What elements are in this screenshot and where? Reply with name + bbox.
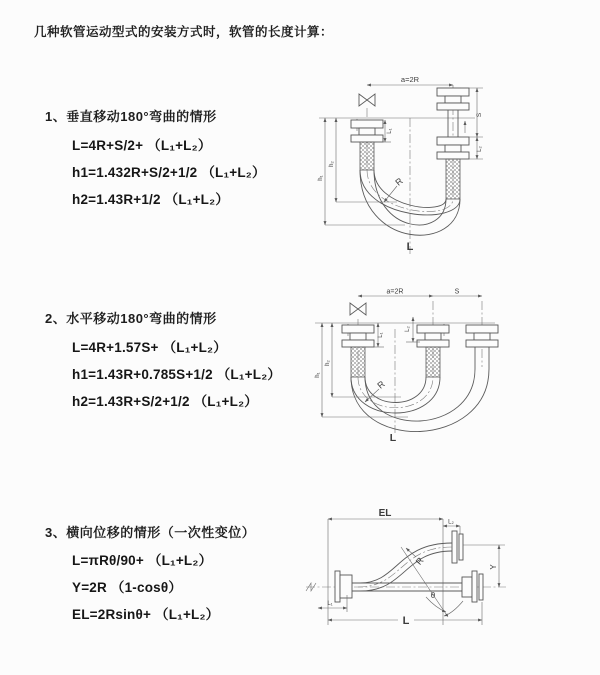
- section-3-formula-Y: Y=2R （1-cosθ）: [72, 580, 183, 595]
- dim-label-s: S: [454, 288, 460, 296]
- dim-label-l1: L₁: [327, 601, 333, 607]
- radius-leader: [384, 175, 405, 202]
- dim-label-a2r: a=2R: [386, 288, 404, 296]
- dim-label-h2: h₂: [329, 161, 335, 167]
- section-2-formula-h1: h1=1.43R+0.785S+1/2 （L₁+L₂）: [72, 367, 282, 382]
- dim-label-h1: h₁: [318, 175, 324, 181]
- diagram-horizontal-180-bend: [303, 283, 600, 463]
- dim-label-h1: h₁: [315, 372, 321, 378]
- valve-icon: [359, 94, 375, 106]
- right-flange-original: [462, 571, 483, 602]
- centerlines: [367, 90, 453, 254]
- diagram-vertical-180-bend: [305, 68, 590, 260]
- length-label: L: [389, 432, 397, 444]
- angle-label: θ: [430, 591, 436, 600]
- dim-label-l2: L₂: [477, 146, 483, 152]
- right-flange-assembly: [437, 88, 469, 199]
- section-1-formula-h1: h1=1.432R+S/2+1/2 （L₁+L₂）: [72, 165, 266, 180]
- dimension-el: [328, 508, 443, 625]
- braided-hose-section: [360, 142, 374, 170]
- dimension-s: [433, 289, 482, 297]
- curved-hose-displaced: [358, 543, 452, 591]
- left-flange-assembly: [351, 120, 383, 170]
- dim-label-l1: L₁: [378, 332, 384, 338]
- dim-label-l2: L₂: [448, 519, 454, 526]
- dimension-l2: [443, 520, 460, 535]
- left-flange-assembly: [342, 325, 374, 377]
- dim-label-a2r: a=2R: [400, 75, 420, 84]
- section-2-heading: 2、水平移动180°弯曲的情形: [45, 311, 217, 326]
- length-label: L: [406, 241, 414, 253]
- radius-label: R: [375, 378, 387, 391]
- radius-label: R: [393, 175, 405, 188]
- dim-label-l: L: [402, 615, 410, 627]
- valve-icon: [350, 303, 366, 315]
- centerlines: [358, 301, 482, 433]
- left-flange: [335, 571, 352, 602]
- hose-curves: [351, 369, 489, 432]
- section-2-formula-L: L=4R+1.57S+ （L₁+L₂）: [72, 340, 227, 355]
- dimension-a2r: [358, 289, 433, 297]
- radius-label: R: [413, 555, 426, 567]
- dim-label-el: EL: [378, 508, 392, 519]
- section-1-formula-L: L=4R+S/2+ （L₁+L₂）: [72, 138, 212, 153]
- moved-flange: [452, 531, 463, 563]
- dim-label-y: Y: [489, 564, 498, 570]
- diagram-lateral-displacement: [300, 505, 600, 657]
- dim-label-l2: L₂: [405, 326, 411, 332]
- dim-label-h2: h₂: [325, 360, 331, 366]
- dim-label-s: S: [476, 112, 483, 118]
- dim-label-l1: L₁: [387, 128, 393, 134]
- middle-flange-assembly: [417, 325, 449, 377]
- section-3-formula-EL: EL=2Rsinθ+ （L₁+L₂）: [72, 607, 220, 622]
- section-2-formula-h2: h2=1.43R+S/2+1/2 （L₁+L₂）: [72, 394, 258, 409]
- section-3-formula-L: L=πRθ/90+ （L₁+L₂）: [72, 553, 213, 568]
- section-1-heading: 1、垂直移动180°弯曲的情形: [45, 109, 217, 124]
- braided-hose-section: [446, 159, 460, 199]
- section-3-heading: 3、横向位移的情形（一次性变位）: [45, 525, 256, 540]
- page-title: 几种软管运动型式的安装方式时，软管的长度计算：: [34, 25, 334, 39]
- section-1-formula-h2: h2=1.43R+1/2 （L₁+L₂）: [72, 192, 230, 207]
